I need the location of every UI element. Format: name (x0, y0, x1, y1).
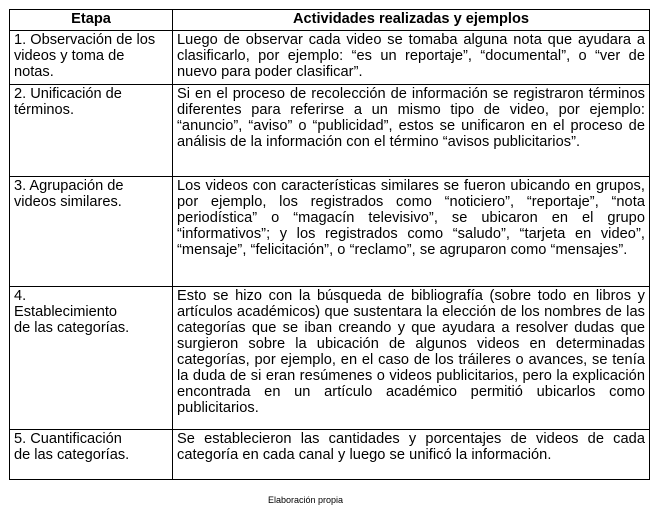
etapa-text: 3. Agrupación de videos similares. (14, 178, 124, 210)
etapa-cell (10, 31, 173, 85)
table-row (10, 430, 650, 480)
actividades-cell (173, 31, 650, 85)
actividades-cell (173, 287, 650, 430)
etapa-cell (10, 177, 173, 287)
etapa-cell (10, 287, 173, 430)
actividades-cell (173, 85, 650, 177)
etapa-text: 4. Establecimiento de las categorías. (14, 288, 130, 336)
etapa-text: 2. Unificación de términos. (14, 86, 122, 118)
table-row (10, 85, 650, 177)
table-row (10, 31, 650, 85)
actividades-text: Luego de observar cada video se tomaba alguna nota que ayudara a clasificarlo, por ejemplo: “es un reportaje”, “documental”, o “ver de nuevo para poder clasificar”. (177, 32, 645, 80)
column-header-actividades: Actividades realizadas y ejemplos (173, 10, 650, 31)
actividades-cell (173, 177, 650, 287)
etapa-text: 5. Cuantificación de las categorías. (14, 431, 130, 463)
etapa-cell (10, 430, 173, 480)
table-header-row (10, 10, 650, 31)
actividades-text: Si en el proceso de recolección de información se registraron términos diferentes para referirse a un mismo tipo de video, por ejemplo: “anuncio”, “aviso” o “publicidad”, estos se unificaron en el proceso de análisis de la información con el término “avisos publicitarios”. (177, 86, 645, 150)
column-header-etapa: Etapa (10, 10, 173, 31)
actividades-text: Esto se hizo con la búsqueda de bibliografía (sobre todo en libros y artículos académicos) que sustentara la elección de los nombres de las categorías que se iban creando y que ayudara a resolver dudas que surgieron sobre la ubicación de algunos videos en determinadas categorías, por ejemplo, en el caso de los tráileres o avances, se tenía la duda de si eran resúmenes o videos publicitarios, pero la explicación encontrada en un artículo académico permitió ubicarlos como publicitarios. (177, 288, 645, 416)
etapa-text: 1. Observación de los videos y toma de notas. (14, 32, 156, 80)
table-row (10, 177, 650, 287)
stages-table (9, 9, 650, 480)
actividades-text: Los videos con características similares se fueron ubicando en grupos, por ejemplo, los registrados como “noticiero”, “reportaje”, “nota periodística” o “magacín televisivo”, se ubicaron en el grupo “informativos”; y los registrados como “saludo”, “tarjeta en video”, “mensaje”, “felicitación”, o “reclamo”, se agruparon como “mensajes”. (177, 178, 645, 258)
etapa-cell (10, 85, 173, 177)
table-source-caption: Elaboración propia (268, 495, 344, 505)
actividades-cell (173, 430, 650, 480)
actividades-text: Se establecieron las cantidades y porcentajes de videos de cada categoría en cada canal y luego se unificó la información. (177, 431, 645, 463)
table-row (10, 287, 650, 430)
